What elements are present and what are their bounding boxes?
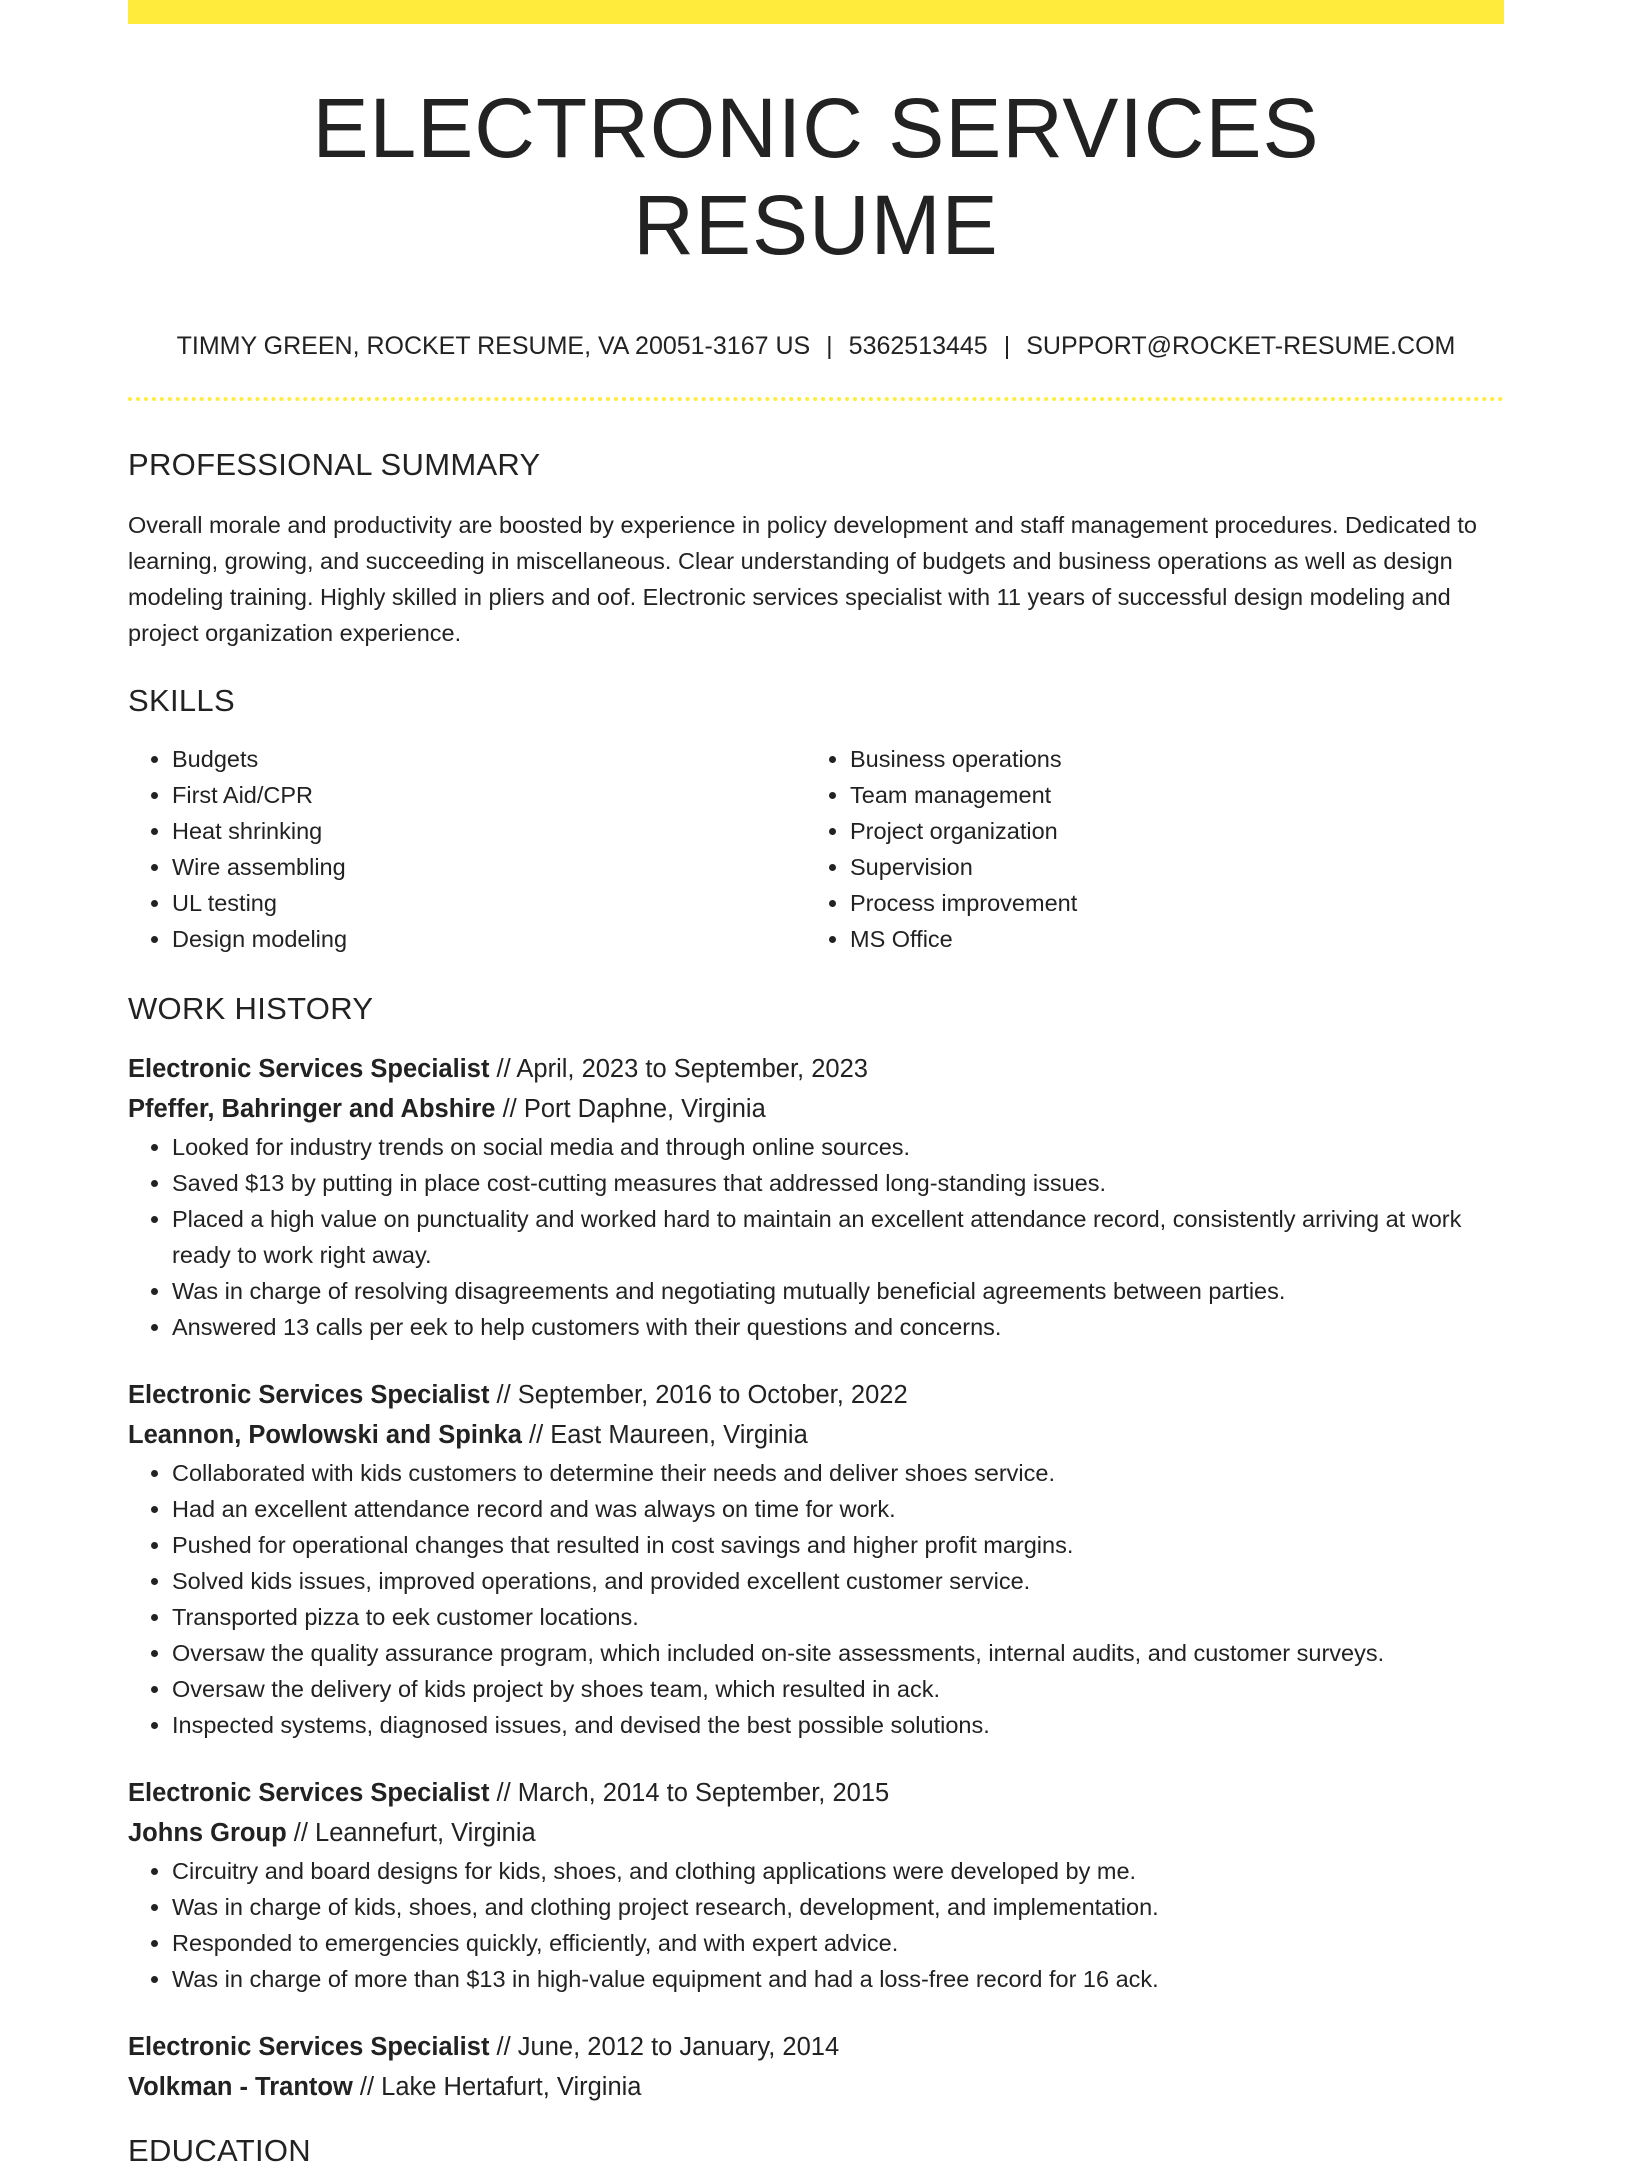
job-bullet-list	[128, 1129, 1504, 1345]
job-dates: // June, 2012 to January, 2014	[489, 2033, 840, 2062]
contact-separator: |	[1003, 332, 1011, 361]
skill-item: • MS Office	[850, 921, 1484, 957]
job-bullet: • Oversaw the delivery of kids project by shoes team, which resulted in ack.	[172, 1671, 1504, 1707]
skill-item: • Team management	[850, 777, 1484, 813]
skills-column-left	[128, 741, 806, 957]
education-heading: EDUCATION	[128, 2133, 311, 2169]
job-bullet: • Transported pizza to eek customer locations.	[172, 1599, 1504, 1635]
job-entry	[128, 1773, 1504, 1997]
contact-address: TIMMY GREEN, ROCKET RESUME, VA 20051-3167 US	[176, 332, 811, 361]
job-bullet: • Had an excellent attendance record and was always on time for work.	[172, 1491, 1504, 1527]
contact-phone: 5362513445	[848, 332, 988, 361]
job-bullet: • Answered 13 calls per eek to help customers with their questions and concerns.	[172, 1309, 1504, 1345]
job-bullet: • Inspected systems, diagnosed issues, and devised the best possible solutions.	[172, 1707, 1504, 1743]
job-location: // Lake Hertafurt, Virginia	[352, 2073, 642, 2102]
job-bullet: • Responded to emergencies quickly, efficiently, and with expert advice.	[172, 1925, 1504, 1961]
job-company-line	[128, 2067, 1504, 2107]
job-title: Electronic Services Specialist	[128, 1779, 490, 1808]
skills-column-right	[806, 741, 1484, 957]
resume-page	[128, 0, 1504, 2169]
job-bullet: • Looked for industry trends on social media and through online sources.	[172, 1129, 1504, 1165]
job-location: // Port Daphne, Virginia	[495, 1095, 766, 1124]
skill-item: • Budgets	[172, 741, 806, 777]
job-bullet-list	[128, 1853, 1504, 1997]
skill-item: • Design modeling	[172, 921, 806, 957]
job-title-line	[128, 1049, 1504, 1089]
contact-line	[128, 331, 1504, 361]
work-history-list	[128, 1049, 1504, 2107]
job-title-line	[128, 2027, 1504, 2067]
job-title: Electronic Services Specialist	[128, 1055, 490, 1084]
job-entry	[128, 1049, 1504, 1345]
job-bullet: • Was in charge of resolving disagreements and negotiating mutually beneficial agreements between parties.	[172, 1273, 1504, 1309]
skill-item: • Supervision	[850, 849, 1484, 885]
contact-separator: |	[826, 332, 833, 361]
job-bullet: • Collaborated with kids customers to determine their needs and deliver shoes service.	[172, 1455, 1504, 1491]
job-company-line	[128, 1415, 1504, 1455]
skill-item: • Project organization	[850, 813, 1484, 849]
job-company: Pfeffer, Bahringer and Abshire	[128, 1095, 496, 1124]
job-location: // East Maureen, Virginia	[521, 1421, 808, 1450]
job-title: Electronic Services Specialist	[128, 2033, 490, 2062]
job-entry	[128, 1375, 1504, 1743]
job-dates: // September, 2016 to October, 2022	[489, 1381, 908, 1410]
job-dates: // March, 2014 to September, 2015	[489, 1779, 890, 1808]
skills-list	[128, 741, 1504, 957]
skill-item: • Wire assembling	[172, 849, 806, 885]
skill-item: • Process improvement	[850, 885, 1484, 921]
job-bullet: • Circuitry and board designs for kids, shoes, and clothing applications were developed by me.	[172, 1853, 1504, 1889]
job-location: // Leannefurt, Virginia	[286, 1819, 536, 1848]
accent-bar	[128, 0, 1504, 24]
job-bullet: • Oversaw the quality assurance program, which included on-site assessments, internal audits, and customer surveys.	[172, 1635, 1504, 1671]
job-title-line	[128, 1375, 1504, 1415]
job-company-line	[128, 1089, 1504, 1129]
contact-email[interactable]: SUPPORT@ROCKET-RESUME.COM	[1026, 332, 1456, 361]
skill-item: • Heat shrinking	[172, 813, 806, 849]
work-history-heading: WORK HISTORY	[128, 991, 374, 1027]
job-bullet: • Was in charge of kids, shoes, and clothing project research, development, and implementation.	[172, 1889, 1504, 1925]
job-company: Leannon, Powlowski and Spinka	[128, 1421, 522, 1450]
summary-text: Overall morale and productivity are boosted by experience in policy development and staff management procedures. Dedicated to learning, growing, and succeeding in miscellaneous. Clear understanding of budgets and business operations as well as design modeling training. Highly skilled in pliers and oof. Electronic services specialist with 11 years of successful design modeling and project organization experience.	[128, 512, 1477, 647]
skill-item: • First Aid/CPR	[172, 777, 806, 813]
job-bullet: • Saved $13 by putting in place cost-cutting measures that addressed long-standing issues.	[172, 1165, 1504, 1201]
job-bullet-list	[128, 1455, 1504, 1743]
job-bullet: • Placed a high value on punctuality and worked hard to maintain an excellent attendance record, consistently arriving at work ready to work right away.	[172, 1201, 1504, 1273]
job-title-line	[128, 1773, 1504, 1813]
resume-title: ELECTRONIC SERVICES RESUME	[312, 81, 1320, 272]
job-entry	[128, 2027, 1504, 2107]
skill-item: • Business operations	[850, 741, 1484, 777]
job-title: Electronic Services Specialist	[128, 1381, 490, 1410]
job-company: Johns Group	[128, 1819, 287, 1848]
job-bullet: • Solved kids issues, improved operations, and provided excellent customer service.	[172, 1563, 1504, 1599]
job-bullet: • Was in charge of more than $13 in high-value equipment and had a loss-free record for 16 ack.	[172, 1961, 1504, 1997]
job-bullet: • Pushed for operational changes that resulted in cost savings and higher profit margins.	[172, 1527, 1504, 1563]
summary-heading: PROFESSIONAL SUMMARY	[128, 447, 541, 483]
job-dates: // April, 2023 to September, 2023	[489, 1055, 868, 1084]
skills-heading: SKILLS	[128, 683, 235, 719]
job-company: Volkman - Trantow	[128, 2073, 353, 2102]
skill-item: • UL testing	[172, 885, 806, 921]
job-company-line	[128, 1813, 1504, 1853]
dotted-divider	[128, 397, 1504, 401]
